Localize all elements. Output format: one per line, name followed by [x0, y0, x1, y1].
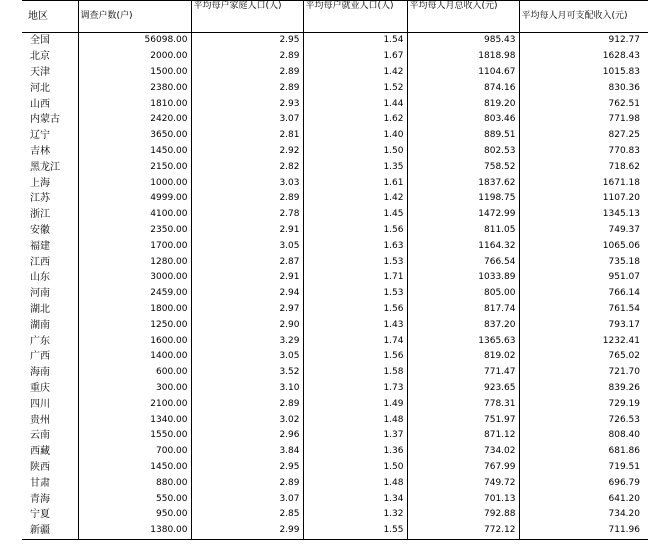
- table-row: [22, 396, 648, 412]
- cell-region: 天津: [22, 65, 78, 81]
- cell-monthly-disposable: 830.36: [519, 80, 648, 96]
- cell-family-size: 2.78: [191, 207, 303, 223]
- cell-households: 2380.00: [78, 80, 191, 96]
- cell-monthly-disposable: 771.98: [519, 112, 648, 128]
- table-row: [22, 96, 648, 112]
- cell-monthly-income: 771.47: [407, 365, 519, 381]
- cell-region: 海南: [22, 365, 78, 381]
- cell-monthly-disposable: 912.77: [519, 33, 648, 49]
- cell-monthly-disposable: 761.54: [519, 302, 648, 318]
- cell-monthly-income: 985.43: [407, 33, 519, 49]
- cell-employed: 1.56: [303, 302, 407, 318]
- cell-monthly-disposable: 808.40: [519, 428, 648, 444]
- cell-monthly-disposable: 1345.13: [519, 207, 648, 223]
- cell-region: 全国: [22, 33, 78, 49]
- cell-family-size: 3.84: [191, 444, 303, 460]
- cell-monthly-income: 758.52: [407, 159, 519, 175]
- cell-employed: 1.44: [303, 96, 407, 112]
- cell-monthly-income: 802.53: [407, 144, 519, 160]
- cell-family-size: 2.96: [191, 428, 303, 444]
- cell-monthly-income: 792.88: [407, 507, 519, 523]
- cell-employed: 1.34: [303, 491, 407, 507]
- cell-employed: 1.52: [303, 80, 407, 96]
- cell-family-size: 3.52: [191, 365, 303, 381]
- cell-employed: 1.56: [303, 223, 407, 239]
- cell-employed: 1.43: [303, 317, 407, 333]
- cell-employed: 1.63: [303, 238, 407, 254]
- cell-region: 贵州: [22, 412, 78, 428]
- cell-monthly-disposable: 719.51: [519, 460, 648, 476]
- table-row: [22, 333, 648, 349]
- table-row: [22, 286, 648, 302]
- cell-monthly-disposable: 1015.83: [519, 65, 648, 81]
- cell-region: 宁夏: [22, 507, 78, 523]
- cell-family-size: 2.89: [191, 396, 303, 412]
- cell-households: 1500.00: [78, 65, 191, 81]
- cell-households: 1380.00: [78, 523, 191, 539]
- cell-employed: 1.53: [303, 254, 407, 270]
- cell-monthly-income: 749.72: [407, 475, 519, 491]
- cell-households: 1600.00: [78, 333, 191, 349]
- cell-region: 内蒙古: [22, 112, 78, 128]
- cell-employed: 1.40: [303, 128, 407, 144]
- cell-monthly-disposable: 762.51: [519, 96, 648, 112]
- table-row: [22, 507, 648, 523]
- cell-monthly-disposable: 711.96: [519, 523, 648, 539]
- cell-region: 广西: [22, 349, 78, 365]
- cell-households: 2420.00: [78, 112, 191, 128]
- cell-monthly-disposable: 766.14: [519, 286, 648, 302]
- cell-family-size: 2.92: [191, 144, 303, 160]
- table-row: [22, 381, 648, 397]
- cell-monthly-income: 889.51: [407, 128, 519, 144]
- cell-monthly-disposable: 1107.20: [519, 191, 648, 207]
- cell-region: 北京: [22, 49, 78, 65]
- cell-monthly-income: 778.31: [407, 396, 519, 412]
- cell-employed: 1.53: [303, 286, 407, 302]
- cell-monthly-income: 701.13: [407, 491, 519, 507]
- cell-family-size: 2.82: [191, 159, 303, 175]
- table-row: [22, 365, 648, 381]
- table-row: [22, 475, 648, 491]
- header-monthly-disposable: 平均每人月可支配收入(元): [519, 1, 648, 33]
- table-row: [22, 238, 648, 254]
- cell-region: 广东: [22, 333, 78, 349]
- cell-employed: 1.54: [303, 33, 407, 49]
- table-body: [22, 33, 648, 540]
- cell-family-size: 2.95: [191, 460, 303, 476]
- cell-region: 河北: [22, 80, 78, 96]
- cell-monthly-disposable: 721.70: [519, 365, 648, 381]
- cell-region: 福建: [22, 238, 78, 254]
- table-row: [22, 491, 648, 507]
- cell-monthly-income: 1818.98: [407, 49, 519, 65]
- cell-households: 1450.00: [78, 144, 191, 160]
- cell-employed: 1.35: [303, 159, 407, 175]
- cell-monthly-disposable: 734.20: [519, 507, 648, 523]
- cell-households: 300.00: [78, 381, 191, 397]
- cell-employed: 1.48: [303, 475, 407, 491]
- cell-region: 陕西: [22, 460, 78, 476]
- cell-monthly-income: 734.02: [407, 444, 519, 460]
- cell-monthly-disposable: 770.83: [519, 144, 648, 160]
- cell-family-size: 3.03: [191, 175, 303, 191]
- cell-households: 4999.00: [78, 191, 191, 207]
- cell-monthly-disposable: 735.18: [519, 254, 648, 270]
- cell-region: 西藏: [22, 444, 78, 460]
- cell-monthly-disposable: 749.37: [519, 223, 648, 239]
- cell-monthly-income: 1198.75: [407, 191, 519, 207]
- cell-family-size: 2.89: [191, 49, 303, 65]
- cell-family-size: 2.99: [191, 523, 303, 539]
- cell-region: 吉林: [22, 144, 78, 160]
- cell-monthly-disposable: 1065.06: [519, 238, 648, 254]
- cell-family-size: 2.93: [191, 96, 303, 112]
- cell-households: 700.00: [78, 444, 191, 460]
- table-row: [22, 460, 648, 476]
- cell-monthly-disposable: 827.25: [519, 128, 648, 144]
- cell-employed: 1.42: [303, 65, 407, 81]
- table-row: [22, 49, 648, 65]
- cell-region: 江西: [22, 254, 78, 270]
- cell-households: 2000.00: [78, 49, 191, 65]
- cell-households: 1700.00: [78, 238, 191, 254]
- cell-family-size: 2.89: [191, 65, 303, 81]
- cell-households: 880.00: [78, 475, 191, 491]
- cell-employed: 1.36: [303, 444, 407, 460]
- cell-employed: 1.48: [303, 412, 407, 428]
- cell-monthly-income: 819.02: [407, 349, 519, 365]
- cell-family-size: 2.89: [191, 191, 303, 207]
- cell-households: 2100.00: [78, 396, 191, 412]
- cell-region: 甘肃: [22, 475, 78, 491]
- cell-employed: 1.74: [303, 333, 407, 349]
- table-row: [22, 428, 648, 444]
- cell-family-size: 2.97: [191, 302, 303, 318]
- cell-family-size: 3.10: [191, 381, 303, 397]
- cell-employed: 1.62: [303, 112, 407, 128]
- cell-family-size: 2.81: [191, 128, 303, 144]
- cell-monthly-income: 874.16: [407, 80, 519, 96]
- cell-employed: 1.73: [303, 381, 407, 397]
- table-row: [22, 254, 648, 270]
- cell-monthly-disposable: 641.20: [519, 491, 648, 507]
- cell-family-size: 3.07: [191, 112, 303, 128]
- cell-households: 600.00: [78, 365, 191, 381]
- cell-monthly-income: 871.12: [407, 428, 519, 444]
- cell-region: 青海: [22, 491, 78, 507]
- cell-monthly-income: 751.97: [407, 412, 519, 428]
- cell-monthly-income: 1837.62: [407, 175, 519, 191]
- cell-households: 1280.00: [78, 254, 191, 270]
- cell-households: 1340.00: [78, 412, 191, 428]
- cell-family-size: 2.91: [191, 270, 303, 286]
- cell-employed: 1.71: [303, 270, 407, 286]
- cell-employed: 1.45: [303, 207, 407, 223]
- cell-monthly-disposable: 1671.18: [519, 175, 648, 191]
- cell-households: 1800.00: [78, 302, 191, 318]
- cell-monthly-disposable: 1232.41: [519, 333, 648, 349]
- cell-region: 四川: [22, 396, 78, 412]
- cell-households: 2150.00: [78, 159, 191, 175]
- cell-region: 湖北: [22, 302, 78, 318]
- cell-households: 1250.00: [78, 317, 191, 333]
- cell-region: 浙江: [22, 207, 78, 223]
- cell-households: 1450.00: [78, 460, 191, 476]
- cell-employed: 1.32: [303, 507, 407, 523]
- table-row: [22, 523, 648, 539]
- household-income-table: [22, 0, 648, 540]
- cell-monthly-income: 1164.32: [407, 238, 519, 254]
- cell-family-size: 2.95: [191, 33, 303, 49]
- table-row: [22, 412, 648, 428]
- cell-monthly-disposable: 839.26: [519, 381, 648, 397]
- cell-households: 2350.00: [78, 223, 191, 239]
- table-row: [22, 223, 648, 239]
- cell-region: 辽宁: [22, 128, 78, 144]
- cell-employed: 1.58: [303, 365, 407, 381]
- cell-monthly-income: 1104.67: [407, 65, 519, 81]
- cell-employed: 1.49: [303, 396, 407, 412]
- cell-region: 重庆: [22, 381, 78, 397]
- cell-family-size: 3.05: [191, 349, 303, 365]
- cell-region: 上海: [22, 175, 78, 191]
- cell-households: 1550.00: [78, 428, 191, 444]
- cell-region: 河南: [22, 286, 78, 302]
- cell-monthly-income: 1365.63: [407, 333, 519, 349]
- cell-family-size: 2.94: [191, 286, 303, 302]
- cell-monthly-income: 1472.99: [407, 207, 519, 223]
- cell-monthly-income: 805.00: [407, 286, 519, 302]
- table-row: [22, 302, 648, 318]
- cell-family-size: 3.07: [191, 491, 303, 507]
- header-family-size: 平均每户家庭人口(人): [191, 1, 303, 33]
- cell-monthly-income: 811.05: [407, 223, 519, 239]
- cell-family-size: 2.91: [191, 223, 303, 239]
- cell-monthly-disposable: 1628.43: [519, 49, 648, 65]
- table-row: [22, 112, 648, 128]
- cell-monthly-income: 772.12: [407, 523, 519, 539]
- cell-employed: 1.50: [303, 460, 407, 476]
- table-row: [22, 65, 648, 81]
- cell-households: 2459.00: [78, 286, 191, 302]
- cell-family-size: 3.02: [191, 412, 303, 428]
- cell-employed: 1.55: [303, 523, 407, 539]
- table-row: [22, 128, 648, 144]
- header-employed: 平均每户就业人口(人): [303, 1, 407, 33]
- cell-monthly-disposable: 951.07: [519, 270, 648, 286]
- cell-region: 山西: [22, 96, 78, 112]
- table-header-row: [22, 1, 648, 33]
- table-row: [22, 191, 648, 207]
- header-households: 调查户数(户): [78, 1, 191, 33]
- cell-monthly-disposable: 729.19: [519, 396, 648, 412]
- table-row: [22, 270, 648, 286]
- cell-monthly-disposable: 681.86: [519, 444, 648, 460]
- cell-monthly-disposable: 765.02: [519, 349, 648, 365]
- cell-family-size: 3.29: [191, 333, 303, 349]
- cell-households: 550.00: [78, 491, 191, 507]
- cell-households: 1000.00: [78, 175, 191, 191]
- table-row: [22, 33, 648, 49]
- cell-monthly-income: 803.46: [407, 112, 519, 128]
- cell-monthly-income: 817.74: [407, 302, 519, 318]
- cell-family-size: 2.85: [191, 507, 303, 523]
- table-row: [22, 144, 648, 160]
- cell-monthly-disposable: 793.17: [519, 317, 648, 333]
- cell-family-size: 2.89: [191, 475, 303, 491]
- cell-households: 1400.00: [78, 349, 191, 365]
- cell-employed: 1.50: [303, 144, 407, 160]
- table-row: [22, 159, 648, 175]
- cell-employed: 1.42: [303, 191, 407, 207]
- table-row: [22, 317, 648, 333]
- cell-region: 黑龙江: [22, 159, 78, 175]
- cell-employed: 1.56: [303, 349, 407, 365]
- cell-monthly-income: 1033.89: [407, 270, 519, 286]
- cell-region: 云南: [22, 428, 78, 444]
- cell-monthly-income: 837.20: [407, 317, 519, 333]
- cell-households: 56098.00: [78, 33, 191, 49]
- cell-monthly-disposable: 726.53: [519, 412, 648, 428]
- table-row: [22, 349, 648, 365]
- cell-family-size: 2.89: [191, 80, 303, 96]
- cell-monthly-disposable: 696.79: [519, 475, 648, 491]
- cell-households: 950.00: [78, 507, 191, 523]
- table-row: [22, 207, 648, 223]
- cell-family-size: 2.90: [191, 317, 303, 333]
- cell-monthly-income: 819.20: [407, 96, 519, 112]
- cell-region: 湖南: [22, 317, 78, 333]
- cell-employed: 1.67: [303, 49, 407, 65]
- cell-monthly-income: 767.99: [407, 460, 519, 476]
- cell-households: 4100.00: [78, 207, 191, 223]
- cell-households: 3650.00: [78, 128, 191, 144]
- header-region: 地区: [22, 1, 78, 33]
- cell-region: 安徽: [22, 223, 78, 239]
- header-monthly-income: 平均每人月总收入(元): [407, 1, 519, 33]
- cell-family-size: 2.87: [191, 254, 303, 270]
- cell-households: 1810.00: [78, 96, 191, 112]
- cell-monthly-income: 766.54: [407, 254, 519, 270]
- cell-employed: 1.61: [303, 175, 407, 191]
- cell-employed: 1.37: [303, 428, 407, 444]
- cell-region: 山东: [22, 270, 78, 286]
- cell-monthly-disposable: 718.62: [519, 159, 648, 175]
- table-row: [22, 175, 648, 191]
- cell-monthly-income: 923.65: [407, 381, 519, 397]
- cell-family-size: 3.05: [191, 238, 303, 254]
- table-row: [22, 80, 648, 96]
- cell-region: 新疆: [22, 523, 78, 539]
- cell-region: 江苏: [22, 191, 78, 207]
- table-row: [22, 444, 648, 460]
- cell-households: 3000.00: [78, 270, 191, 286]
